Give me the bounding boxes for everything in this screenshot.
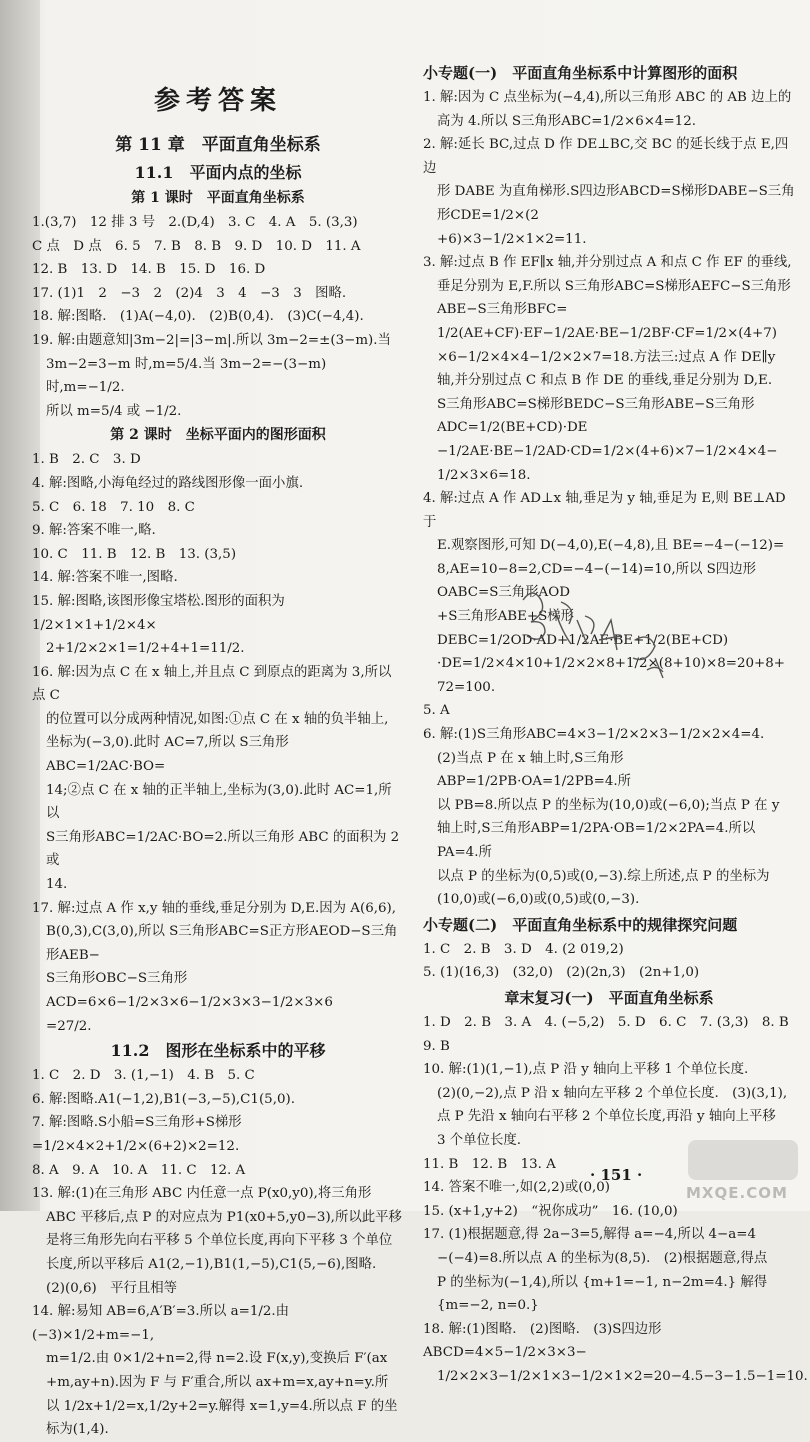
answer-line: 高为 4.所以 S三角形ABC=1/2×6×4=12. [437,113,696,129]
answer-line: 1/2×2×3−1/2×1×3−1/2×1×2=20−4.5−3−1.5−1=10. [437,1368,808,1384]
answer-line: 6. 解:(1)S三角形ABC=4×3−1/2×2×3−1/2×2×4=4. [423,727,765,743]
section-title-11-2: 11.2 图形在坐标系中的平移 [110,1041,326,1061]
answer-line: +m,ay+n).因为 F 与 F′重合,所以 ax+m=x,ay+n=y.所 [46,1374,389,1390]
answer-line: 所以 m=5/4 或 −1/2. [46,403,182,419]
answer-line: 3 个单位长度. [437,1132,521,1148]
answer-line: (2)当点 P 在 x 轴上时,S三角形ABP=1/2PB·OA=1/2PB=4.所 [437,750,632,790]
answer-line: C 点 D 点 6. 5 7. B 8. B 9. D 10. D 11. A [32,238,361,254]
answer-line: P 的坐标为(−1,4),所以 {m+1=−1, n−2m=4.} 解得 {m=−2, n=0.} [437,1274,768,1314]
answer-line: 14. [46,877,68,893]
answer-line: +6)×3−1/2×1×2=11. [437,231,587,247]
watermark-text: MXQE.COM [686,1184,788,1202]
answer-line: 17. (1)根据题意,得 2a−3=5,解得 a=−4,所以 4−a=4 [423,1227,756,1243]
answer-line: 轴,并分别过点 C 和点 B 作 DE 的垂线,垂足分别为 D,E. [437,373,773,389]
answer-line: −1/2AE·BE−1/2AD·CD=1/2×(4+6)×7−1/2×4×4− [437,443,778,459]
answer-line: (2)(0,−2),点 P 沿 x 轴向左平移 2 个单位长度. (3)(3,1), [437,1085,788,1101]
answer-line: (2)(0,6) 平行且相等 [46,1280,178,1296]
main-title: 参考答案 [153,86,282,116]
answer-line: E.观察图形,可知 D(−4,0),E(−4,8),且 BE=−4−(−12)= [437,538,785,554]
lesson-1-title: 第 1 课时 平面直角坐标系 [131,190,305,206]
answer-line: 5. A [423,703,450,719]
answer-line: 以 PB=8.所以点 P 的坐标为(10,0)或(−6,0);当点 P 在 y [437,797,780,813]
answer-line: 2+1/2×2×1=1/2+4+1=11/2. [46,641,245,657]
answer-line: (10,0)或(−6,0)或(0,5)或(0,−3). [437,892,640,908]
answer-line: 点 P 先沿 x 轴向右平移 2 个单位长度,再沿 y 轴向上平移 [437,1109,776,1125]
answer-line: 4. 解:过点 A 作 AD⊥x 轴,垂足为 y 轴,垂足为 E,则 BE⊥AD 于 [423,491,786,530]
lesson-2-title: 第 2 课时 坐标平面内的图形面积 [110,427,326,444]
answer-line: 以 1/2x+1/2=x,1/2y+2=y.解得 x=1,y=4.所以点 F 的坐 [46,1398,398,1414]
answer-line: =27/2. [46,1018,92,1034]
answer-line: 15. 解:图略,该图形像宝塔松.图形的面积为 1/2×1×1+1/2×4× [32,593,285,633]
answer-line: 9. 解:答案不唯一,略. [32,523,156,539]
answer-line: 16. 解:因为点 C 在 x 轴上,并且点 C 到原点的距离为 3,所以点 C [32,664,392,704]
answer-line: m=1/2.由 0×1/2+n=2,得 n=2.设 F(x,y),变换后 F′(ax [46,1351,388,1367]
answer-line: 6. 解:图略.A1(−1,2),B1(−3,−5),C1(5,0). [32,1091,295,1107]
answer-line: 11. B 12. B 13. A [423,1156,556,1172]
answer-line: 的位置可以分成两种情况,如图:①点 C 在 x 轴的负半轴上, [46,711,389,727]
answer-line: +S三角形ABE+S梯形DEBC=1/2OD·AD+1/2AE·BE+1/2(BE+CD) [437,609,729,648]
answer-line: ABC 平移后,点 P 的对应点为 P1(x0+5,y0−3),所以此平移 [46,1209,402,1225]
answer-line: 15. (x+1,y+2) “祝你成功” 16. (10,0) [423,1203,678,1219]
answer-line: ·DE=1/2×4×10+1/2×2×8+1/2×(8+10)×8=20+8+ [437,656,785,672]
answer-line: 14. 解:易知 AB=6,A′B′=3.所以 a=1/2.由(−3)×1/2+m=−1, [32,1304,290,1343]
answer-line: 5. C 6. 18 7. 10 8. C [32,499,195,515]
answer-line: S三角形ABC=1/2AC·BO=2.所以三角形 ABC 的面积为 2 或 [46,829,400,869]
page-number: · 151 · [590,1166,643,1184]
answer-line: −(−4)=8.所以点 A 的坐标为(8,5). (2)根据题意,得点 [437,1250,768,1266]
answer-line: 18. 解:(1)图略. (2)图略. (3)S四边形ABCD=4×5−1/2×3×3− [423,1321,662,1361]
topic-title-1: 小专题(一) 平面直角坐标系中计算图形的面积 [423,64,738,82]
answer-line: 1. C 2. B 3. D 4. (2 019,2) [423,941,624,957]
answer-line: 标为(1,4). [46,1422,109,1438]
answer-line: 形 DABE 为直角梯形.S四边形ABCD=S梯形DABE−S三角形CDE=1/2×(2 [437,184,795,223]
answer-line: 以点 P 的坐标为(0,5)或(0,−3).综上所述,点 P 的坐标为 [437,868,770,884]
answer-line: 1. B 2. C 3. D [32,452,141,468]
topic-title-3: 章末复习(一) 平面直角坐标系 [504,988,714,1007]
answer-line: 1. D 2. B 3. A 4. (−5,2) 5. D 6. C 7. (3,3) 8. B 9. B [423,1014,803,1054]
answer-line: 12. B 13. D 14. B 15. D 16. D [32,262,266,278]
answer-line: 4. 解:图略,小海龟经过的路线图形像一面小旗. [32,475,304,491]
left-column [32,84,404,1442]
answer-line: 1. 解:因为 C 点坐标为(−4,4),所以三角形 ABC 的 AB 边上的 [423,90,792,105]
answer-line: 7. 解:图略.S小船=S三角形+S梯形=1/2×4×2+1/2×(6+2)×2=12. [32,1115,242,1154]
answer-line: 2. 解:延长 BC,过点 D 作 DE⊥BC,交 BC 的延长线于点 E,四边 [423,137,789,176]
answer-line: 17. 解:过点 A 作 x,y 轴的垂线,垂足分别为 D,E.因为 A(6,6), [32,900,396,916]
answer-line: 14. 解:答案不唯一,图略. [32,570,178,586]
answer-line: 是将三角形先向右平移 5 个单位长度,再向下平移 3 个单位 [46,1233,393,1249]
answer-line: 1.(3,7) 12 排 3 号 2.(D,4) 3. C 4. A 5. (3,3) [32,215,358,230]
answer-line: ×6−1/2×4×4−1/2×2×7=18.方法三:过点 A 作 DE∥y [437,349,776,365]
answer-line: 3m−2=3−m 时,m=5/4.当 3m−2=−(3−m)时,m=−1/2. [46,356,327,396]
answer-line: 14. 答案不唯一,如(2,2)或(0,0) [423,1180,611,1196]
answer-line: S三角形ABC=S梯形BEDC−S三角形ABE−S三角形ADC=1/2(BE+CD)·DE [437,396,755,436]
answer-line: 8. A 9. A 10. A 11. C 12. A [32,1162,246,1178]
answer-line: 10. C 11. B 12. B 13. (3,5) [32,546,237,562]
topic-title-2: 小专题(二) 平面直角坐标系中的规律探究问题 [423,915,738,934]
answer-line: 1/2(AE+CF)·EF−1/2AE·BE−1/2BF·CF=1/2×(4+7) [437,325,778,341]
answer-line: 13. 解:(1)在三角形 ABC 内任意一点 P(x0,y0),将三角形 [32,1186,372,1202]
answer-line: 1/2×3×6=18. [437,467,531,483]
answer-line: 8,AE=10−8=2,CD=−4−(−14)=10,所以 S四边形OABC=S三角形AOD [437,561,756,601]
watermark-logo-icon [688,1140,798,1180]
answer-line: 5. (1)(16,3) (32,0) (2)(2n,3) (2n+1,0) [423,965,700,981]
answer-line: 14;②点 C 在 x 轴的正半轴上,坐标为(3,0).此时 AC=1,所以 [46,782,392,822]
handwritten-scribble [515,580,685,690]
answer-line: 轴上时,S三角形ABP=1/2PA·OB=1/2×2PA=4.所以 PA=4.所 [437,821,756,860]
site-watermark [660,1140,810,1208]
answer-line: 72=100. [437,679,496,695]
answer-line: 垂足分别为 E,F.所以 S三角形ABC=S梯形AEFC−S三角形ABE−S三角形BFC= [437,278,791,318]
answer-line: 1. C 2. D 3. (1,−1) 4. B 5. C [32,1068,255,1084]
answer-line: B(0,3),C(3,0),所以 S三角形ABC=S正方形AEOD−S三角形AEB− [46,924,398,963]
answer-line: 18. 解:图略. (1)A(−4,0). (2)B(0,4). (3)C(−4,4). [32,309,364,325]
section-title-11-1: 11.1 平面内点的坐标 [134,163,302,182]
answer-line: S三角形OBC−S三角形ACD=6×6−1/2×3×6−1/2×3×3−1/2×3×6 [46,971,333,1010]
answer-line: 坐标为(−3,0).此时 AC=7,所以 S三角形ABC=1/2AC·BO= [46,735,289,775]
answer-line: 长度,所以平移后 A1(2,−1),B1(1,−5),C1(5,−6),图略. [46,1256,377,1272]
answer-line: 3. 解:过点 B 作 EF∥x 轴,并分别过点 A 和点 C 作 EF 的垂线, [423,255,792,271]
answer-line: 19. 解:由题意知|3m−2|=|3−m|.所以 3m−2=±(3−m).当 [32,332,391,348]
chapter-title: 第 11 章 平面直角坐标系 [115,135,321,155]
answer-line: 10. 解:(1)(1,−1),点 P 沿 y 轴向上平移 1 个单位长度. [423,1062,749,1078]
answer-line: 17. (1)1 2 −3 2 (2)4 3 4 −3 3 图略. [32,285,347,301]
